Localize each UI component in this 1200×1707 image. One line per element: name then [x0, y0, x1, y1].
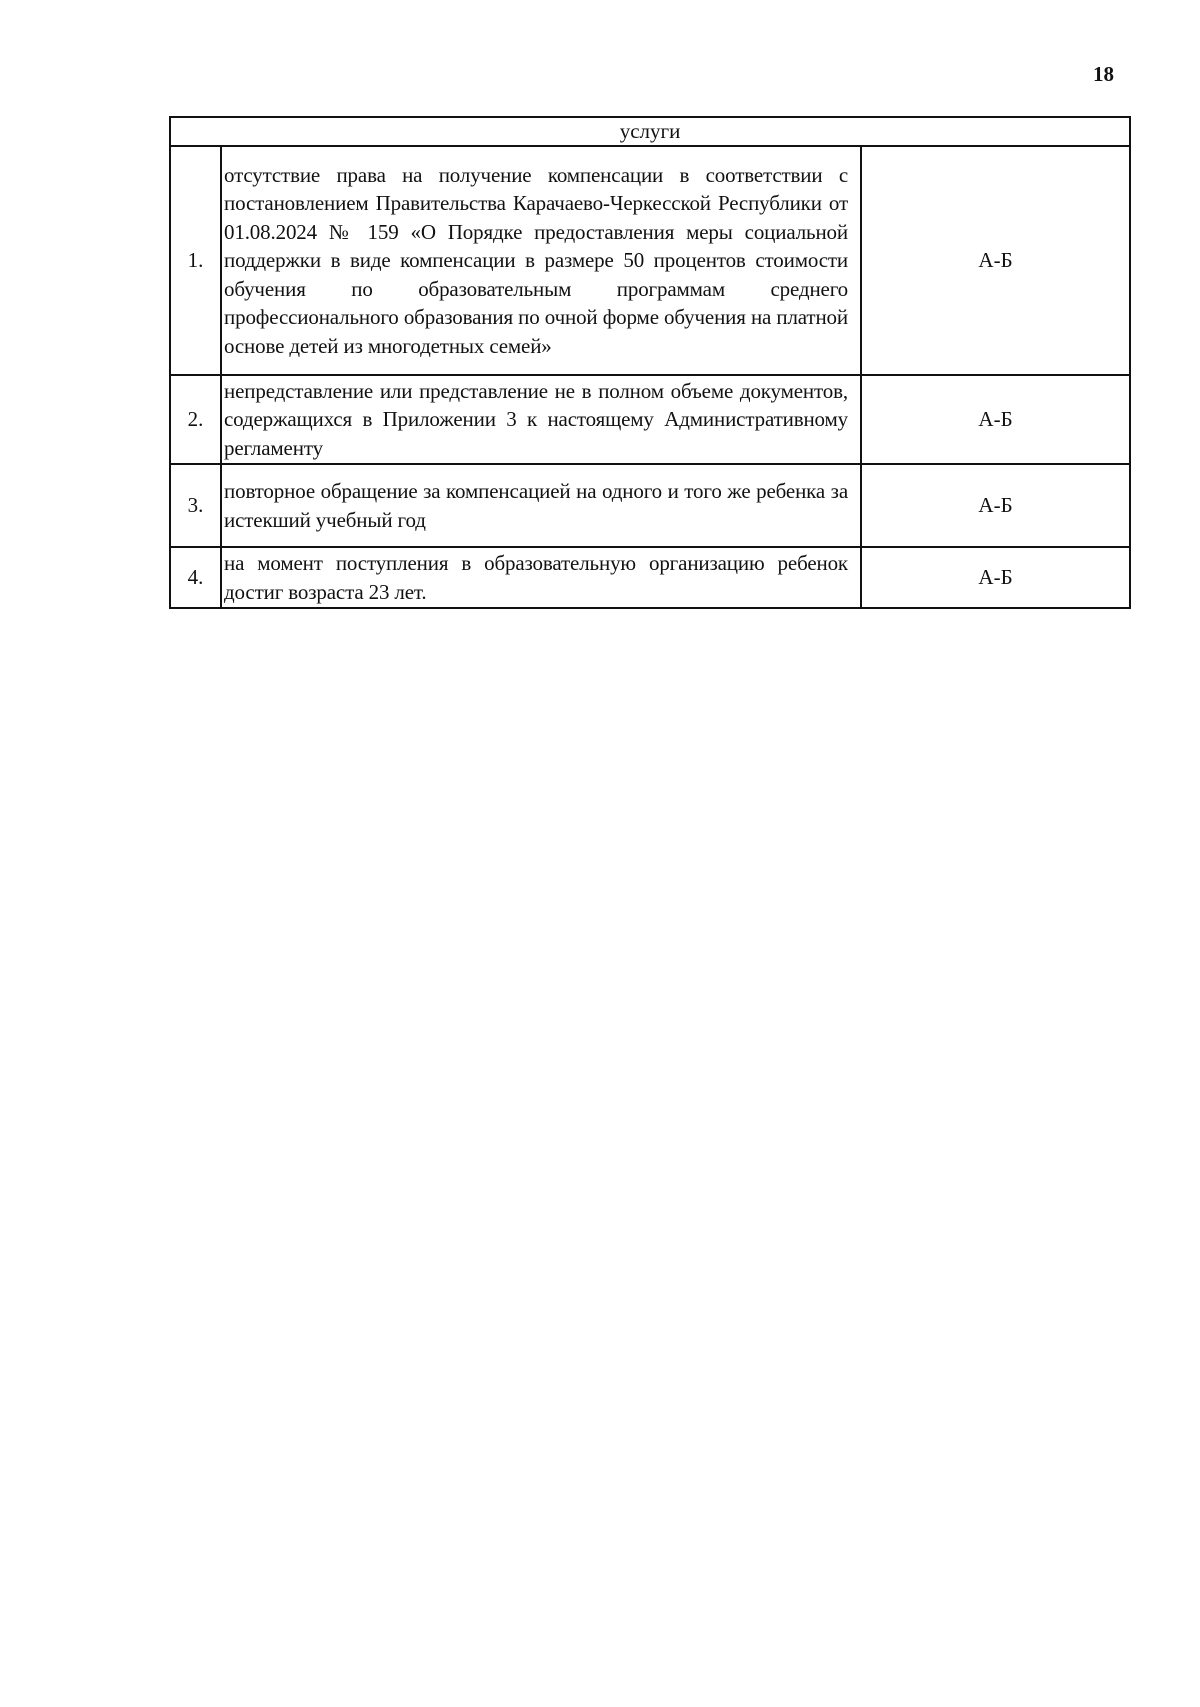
row-code: А-Б [861, 547, 1130, 608]
row-text: отсутствие права на получение компенсации в соответствии с постановлением Правительства Карачаево-Черкесской Республики от 01.08.2024 № 159 «О Порядке предоставления меры социальной поддержки в виде компенсации в размере 50 процентов стоимости обучения по образовательным программам среднего профессионального образования по очной форме обучения на платной основе детей из многодетных семей» [221, 146, 861, 375]
row-number: 2. [170, 375, 221, 464]
row-number: 1. [170, 146, 221, 375]
table-row [170, 464, 1130, 547]
row-text: повторное обращение за компенсацией на одного и того же ребенка за истекший учебный год [221, 464, 861, 547]
table-header-cell: услуги [170, 117, 1130, 146]
table-header-row [170, 117, 1130, 146]
refusal-grounds-table [169, 116, 1131, 609]
row-code: А-Б [861, 464, 1130, 547]
row-text: на момент поступления в образовательную организацию ребенок достиг возраста 23 лет. [221, 547, 861, 608]
row-code: А-Б [861, 375, 1130, 464]
page-number: 18 [1093, 62, 1114, 86]
table-row [170, 146, 1130, 375]
row-number: 3. [170, 464, 221, 547]
row-text: непредставление или представление не в полном объеме документов, содержащихся в Приложении 3 к настоящему Административному регламенту [221, 375, 861, 464]
row-number: 4. [170, 547, 221, 608]
table-row [170, 547, 1130, 608]
table-row [170, 375, 1130, 464]
row-code: А-Б [861, 146, 1130, 375]
